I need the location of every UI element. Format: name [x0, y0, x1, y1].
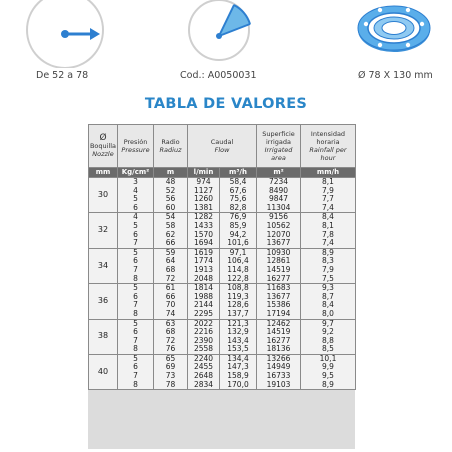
- table-cell: 12861: [257, 257, 301, 266]
- table-cell: 7,9: [301, 187, 356, 196]
- table-cell: 108,8: [220, 284, 257, 293]
- table-cell: 153,5: [220, 345, 257, 354]
- values-table-body: [89, 178, 356, 390]
- table-cell: 16733: [257, 372, 301, 381]
- caption-code: Cod.: A0050031: [180, 70, 257, 81]
- flange-ring-icon: [356, 0, 436, 71]
- table-cell: 7: [118, 301, 154, 310]
- table-cell: 10562: [257, 222, 301, 231]
- table-cell: 8,0: [301, 310, 356, 319]
- table-cell: 9,7: [301, 319, 356, 328]
- table-cell: 14949: [257, 363, 301, 372]
- table-cell: 65: [154, 354, 188, 363]
- table-cell: 10930: [257, 248, 301, 257]
- table-cell: 7,4: [301, 239, 356, 248]
- unit-cell: m²: [257, 168, 301, 178]
- table-cell: 15386: [257, 301, 301, 310]
- table-cell: 7: [118, 372, 154, 381]
- table-cell: 1694: [188, 239, 220, 248]
- table-cell: 68: [154, 328, 188, 337]
- table-cell: 8,7: [301, 293, 356, 302]
- table-cell: 7,5: [301, 275, 356, 284]
- table-row: [89, 354, 356, 363]
- table-row: [89, 231, 356, 240]
- table-cell: 66: [154, 239, 188, 248]
- table-cell: 12462: [257, 319, 301, 328]
- table-cell: 16277: [257, 275, 301, 284]
- table-cell: 8,5: [301, 345, 356, 354]
- partial-arc-sector-icon: [184, 0, 264, 73]
- table-cell: 75,6: [220, 195, 257, 204]
- table-cell: 12070: [257, 231, 301, 240]
- table-cell: 7,7: [301, 195, 356, 204]
- table-row: [89, 222, 356, 231]
- table-cell: 9,2: [301, 328, 356, 337]
- table-cell: 8: [118, 345, 154, 354]
- table-cell: 72: [154, 275, 188, 284]
- table-cell: 11304: [257, 204, 301, 213]
- table-cell: 82,8: [220, 204, 257, 213]
- table-row: [89, 257, 356, 266]
- table-cell: 1774: [188, 257, 220, 266]
- table-cell: 1814: [188, 284, 220, 293]
- table-cell: 121,3: [220, 319, 257, 328]
- table-cell: 66: [154, 293, 188, 302]
- table-cell: 974: [188, 178, 220, 187]
- table-cell: 158,9: [220, 372, 257, 381]
- table-cell: 73: [154, 372, 188, 381]
- table-cell: 6: [118, 293, 154, 302]
- table-cell: 5: [118, 222, 154, 231]
- table-row: [89, 301, 356, 310]
- unit-cell: Kg/cm²: [118, 168, 154, 178]
- table-cell: 8,1: [301, 222, 356, 231]
- table-row: [89, 337, 356, 346]
- table-row: [89, 178, 356, 187]
- table-cell: 1619: [188, 248, 220, 257]
- table-cell: 1433: [188, 222, 220, 231]
- table-cell: 5: [118, 284, 154, 293]
- header-radius: Radio Radiuz: [154, 125, 188, 168]
- table-cell: 6: [118, 363, 154, 372]
- table-cell: 17194: [257, 310, 301, 319]
- table-cell: 7: [118, 337, 154, 346]
- table-cell: 134,4: [220, 354, 257, 363]
- table-cell: 54: [154, 213, 188, 222]
- table-cell: 2834: [188, 381, 220, 390]
- table-row: [89, 239, 356, 248]
- table-cell: 76: [154, 345, 188, 354]
- table-cell: 6: [118, 231, 154, 240]
- table-cell: 63: [154, 319, 188, 328]
- table-cell: 69: [154, 363, 188, 372]
- table-row: [89, 293, 356, 302]
- table-cell: 59: [154, 248, 188, 257]
- table-row: [89, 248, 356, 257]
- table-cell: 9,9: [301, 363, 356, 372]
- table-cell: 14519: [257, 328, 301, 337]
- table-cell: 1988: [188, 293, 220, 302]
- table-cell: 58: [154, 222, 188, 231]
- table-cell: 2240: [188, 354, 220, 363]
- table-cell: 7: [118, 239, 154, 248]
- table-cell: 13677: [257, 239, 301, 248]
- table-cell: 2390: [188, 337, 220, 346]
- table-cell: 2558: [188, 345, 220, 354]
- table-cell: 14519: [257, 266, 301, 275]
- table-row: [89, 319, 356, 328]
- table-cell: 5: [118, 248, 154, 257]
- table-row: [89, 213, 356, 222]
- table-cell: 74: [154, 310, 188, 319]
- table-cell: 72: [154, 337, 188, 346]
- table-cell: 11683: [257, 284, 301, 293]
- table-cell: 5: [118, 354, 154, 363]
- table-cell: 1260: [188, 195, 220, 204]
- table-cell: 8,3: [301, 257, 356, 266]
- table-cell: 2455: [188, 363, 220, 372]
- table-cell: 8: [118, 310, 154, 319]
- table-cell: 1913: [188, 266, 220, 275]
- table-cell: 61: [154, 284, 188, 293]
- table-row: [89, 195, 356, 204]
- page-title: TABLA DE VALORES: [144, 96, 308, 112]
- table-cell: 1282: [188, 213, 220, 222]
- values-table: [88, 124, 356, 390]
- header-nozzle: Ø Boquilla Nozzle: [89, 125, 118, 168]
- header-row: [89, 125, 356, 168]
- table-cell: 68: [154, 266, 188, 275]
- header-flow: Caudal Flow: [188, 125, 257, 168]
- table-row: [89, 310, 356, 319]
- table-cell: 18136: [257, 345, 301, 354]
- caption-range: De 52 a 78: [36, 70, 89, 81]
- table-cell: 8,9: [301, 381, 356, 390]
- table-cell: 1570: [188, 231, 220, 240]
- table-cell: 8: [118, 275, 154, 284]
- table-cell: 7,4: [301, 204, 356, 213]
- table-cell: 6: [118, 328, 154, 337]
- table-row: [89, 363, 356, 372]
- table-cell: 132,9: [220, 328, 257, 337]
- table-cell: 10,1: [301, 354, 356, 363]
- table-cell: 9,3: [301, 284, 356, 293]
- table-cell: 85,9: [220, 222, 257, 231]
- table-cell: 19103: [257, 381, 301, 390]
- unit-cell: m³/h: [220, 168, 257, 178]
- table-cell: 94,2: [220, 231, 257, 240]
- unit-cell: mm: [89, 168, 118, 178]
- table-row: [89, 381, 356, 390]
- table-cell: 70: [154, 301, 188, 310]
- table-cell: 143,4: [220, 337, 257, 346]
- table-cell: 128,6: [220, 301, 257, 310]
- table-cell: 60: [154, 204, 188, 213]
- table-row: [89, 284, 356, 293]
- table-cell: 106,4: [220, 257, 257, 266]
- table-cell: 7: [118, 266, 154, 275]
- table-cell: 2648: [188, 372, 220, 381]
- table-row: [89, 204, 356, 213]
- table-cell: 16277: [257, 337, 301, 346]
- table-cell: 8490: [257, 187, 301, 196]
- values-table-panel: [88, 124, 355, 449]
- table-cell: 2295: [188, 310, 220, 319]
- table-cell: 101,6: [220, 239, 257, 248]
- table-cell: 52: [154, 187, 188, 196]
- table-cell: 1127: [188, 187, 220, 196]
- table-row: [89, 372, 356, 381]
- header-pressure: Presión Pressure: [118, 125, 154, 168]
- table-cell: 5: [118, 195, 154, 204]
- table-cell: 13266: [257, 354, 301, 363]
- table-row: [89, 328, 356, 337]
- table-cell: 56: [154, 195, 188, 204]
- table-cell: 7234: [257, 178, 301, 187]
- nozzle-cell: 32: [89, 213, 118, 248]
- table-cell: 8,1: [301, 178, 356, 187]
- product-icons-row: [0, 0, 452, 88]
- unit-cell: mm/h: [301, 168, 356, 178]
- table-cell: 3: [118, 178, 154, 187]
- table-cell: 78: [154, 381, 188, 390]
- table-row: [89, 275, 356, 284]
- table-row: [89, 187, 356, 196]
- table-cell: 58,4: [220, 178, 257, 187]
- table-cell: 6: [118, 257, 154, 266]
- table-cell: 114,8: [220, 266, 257, 275]
- table-cell: 7,9: [301, 266, 356, 275]
- table-cell: 9156: [257, 213, 301, 222]
- nozzle-cell: 36: [89, 284, 118, 319]
- table-cell: 67,6: [220, 187, 257, 196]
- table-cell: 8,4: [301, 301, 356, 310]
- caption-dimensions: Ø 78 X 130 mm: [358, 70, 433, 81]
- unit-cell: m: [154, 168, 188, 178]
- table-cell: 9,5: [301, 372, 356, 381]
- table-cell: 62: [154, 231, 188, 240]
- table-cell: 48: [154, 178, 188, 187]
- nozzle-cell: 38: [89, 319, 118, 354]
- full-circle-arc-icon: [20, 0, 110, 73]
- header-irrigated-area: Superficie irrigada Irrigated area: [257, 125, 301, 168]
- table-cell: 2144: [188, 301, 220, 310]
- table-cell: 8,4: [301, 213, 356, 222]
- nozzle-cell: 40: [89, 354, 118, 389]
- table-cell: 97,1: [220, 248, 257, 257]
- units-row: [89, 168, 356, 178]
- table-cell: 137,7: [220, 310, 257, 319]
- table-cell: 9847: [257, 195, 301, 204]
- table-cell: 2048: [188, 275, 220, 284]
- table-cell: 4: [118, 213, 154, 222]
- table-cell: 8,8: [301, 337, 356, 346]
- table-cell: 76,9: [220, 213, 257, 222]
- table-cell: 1381: [188, 204, 220, 213]
- table-row: [89, 345, 356, 354]
- table-cell: 122,8: [220, 275, 257, 284]
- table-cell: 147,3: [220, 363, 257, 372]
- header-rainfall: Intensidad horaria Rainfall per hour: [301, 125, 356, 168]
- table-cell: 119,3: [220, 293, 257, 302]
- table-cell: 6: [118, 204, 154, 213]
- table-cell: 64: [154, 257, 188, 266]
- table-cell: 2022: [188, 319, 220, 328]
- table-cell: 2216: [188, 328, 220, 337]
- table-row: [89, 266, 356, 275]
- table-cell: 8: [118, 381, 154, 390]
- table-cell: 5: [118, 319, 154, 328]
- table-cell: 7,8: [301, 231, 356, 240]
- nozzle-cell: 30: [89, 178, 118, 213]
- nozzle-cell: 34: [89, 248, 118, 283]
- unit-cell: l/min: [188, 168, 220, 178]
- table-cell: 170,0: [220, 381, 257, 390]
- table-cell: 4: [118, 187, 154, 196]
- table-cell: 13677: [257, 293, 301, 302]
- table-cell: 8,9: [301, 248, 356, 257]
